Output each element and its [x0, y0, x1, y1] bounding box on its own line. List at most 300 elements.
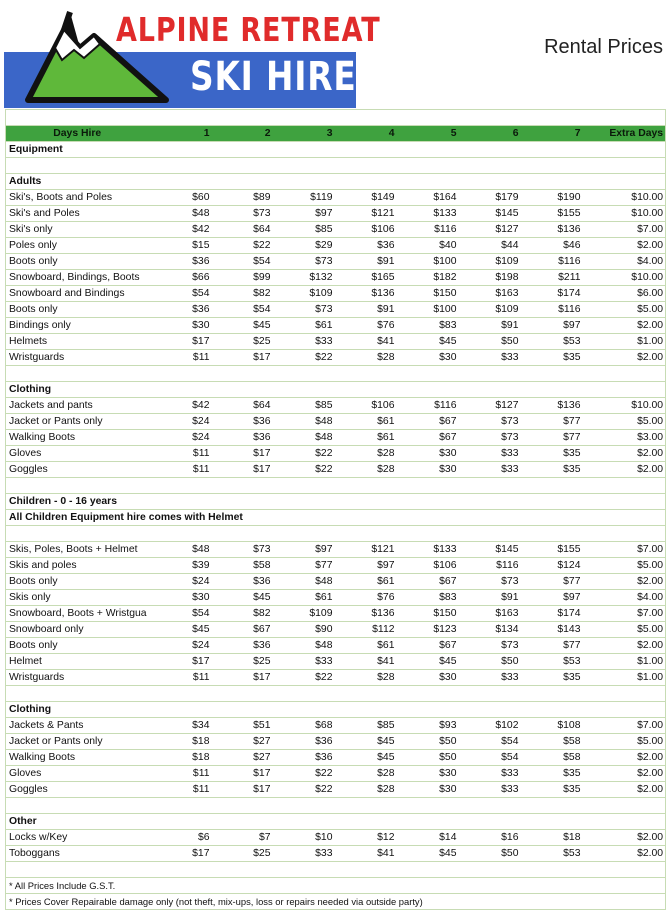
price-cell: $149 — [335, 190, 397, 206]
price-cell: $48 — [273, 414, 335, 430]
price-cell: $174 — [521, 606, 583, 622]
price-cell: $73 — [273, 254, 335, 270]
price-cell: $24 — [149, 574, 212, 590]
item-label: Goggles — [6, 462, 149, 478]
price-cell: $17 — [212, 782, 273, 798]
section-heading-row — [6, 174, 666, 190]
blank-row — [6, 686, 666, 702]
section-heading: Adults — [6, 174, 397, 190]
price-cell: $17 — [149, 654, 212, 670]
empty-cell — [521, 798, 583, 814]
empty-cell — [273, 478, 335, 494]
price-cell: $3.00 — [583, 430, 666, 446]
table-row — [6, 750, 666, 766]
table-row — [6, 830, 666, 846]
column-header: 7 — [521, 126, 583, 142]
price-cell: $77 — [521, 638, 583, 654]
blank-row — [6, 366, 666, 382]
empty-cell — [397, 510, 459, 526]
item-label: Snowboard only — [6, 622, 149, 638]
price-cell: $82 — [212, 606, 273, 622]
item-label: Gloves — [6, 446, 149, 462]
empty-cell — [459, 142, 521, 158]
price-cell: $73 — [212, 206, 273, 222]
empty-cell — [335, 478, 397, 494]
price-cell: $76 — [335, 318, 397, 334]
empty-cell — [397, 382, 459, 398]
empty-cell — [149, 366, 212, 382]
section-heading: Equipment — [6, 142, 397, 158]
table-row — [6, 766, 666, 782]
price-cell: $53 — [521, 846, 583, 862]
price-cell: $54 — [459, 750, 521, 766]
table-row — [6, 718, 666, 734]
price-cell: $18 — [521, 830, 583, 846]
empty-cell — [212, 686, 273, 702]
price-cell: $179 — [459, 190, 521, 206]
price-cell: $45 — [397, 846, 459, 862]
item-label: Goggles — [6, 782, 149, 798]
price-cell: $33 — [459, 350, 521, 366]
price-cell: $39 — [149, 558, 212, 574]
table-row — [6, 190, 666, 206]
price-cell: $41 — [335, 654, 397, 670]
footnote-row — [6, 894, 666, 910]
price-cell: $58 — [521, 734, 583, 750]
item-label: Boots only — [6, 638, 149, 654]
empty-cell — [397, 526, 459, 542]
price-cell: $73 — [459, 414, 521, 430]
section-heading-row — [6, 510, 666, 526]
blank-row — [6, 478, 666, 494]
empty-cell — [273, 686, 335, 702]
price-cell: $10.00 — [583, 206, 666, 222]
empty-cell — [149, 798, 212, 814]
price-cell: $89 — [212, 190, 273, 206]
empty-cell — [583, 478, 666, 494]
table-row — [6, 638, 666, 654]
price-cell: $1.00 — [583, 670, 666, 686]
empty-cell — [521, 382, 583, 398]
price-cell: $25 — [212, 846, 273, 862]
price-cell: $133 — [397, 542, 459, 558]
price-cell: $82 — [212, 286, 273, 302]
price-cell: $61 — [335, 414, 397, 430]
item-label: Boots only — [6, 254, 149, 270]
price-cell: $109 — [459, 254, 521, 270]
empty-cell — [459, 526, 521, 542]
price-cell: $90 — [273, 622, 335, 638]
price-cell: $17 — [212, 446, 273, 462]
price-cell: $198 — [459, 270, 521, 286]
price-cell: $53 — [521, 334, 583, 350]
price-cell: $17 — [212, 350, 273, 366]
price-cell: $4.00 — [583, 590, 666, 606]
table-row — [6, 238, 666, 254]
price-cell: $22 — [273, 350, 335, 366]
empty-cell — [521, 142, 583, 158]
empty-cell — [149, 526, 212, 542]
table-row — [6, 318, 666, 334]
empty-cell — [397, 862, 459, 878]
price-cell: $97 — [521, 590, 583, 606]
item-label: Boots only — [6, 574, 149, 590]
table-row — [6, 782, 666, 798]
price-cell: $136 — [521, 398, 583, 414]
price-cell: $36 — [212, 414, 273, 430]
price-cell: $29 — [273, 238, 335, 254]
price-cell: $143 — [521, 622, 583, 638]
price-cell: $18 — [149, 734, 212, 750]
price-cell: $127 — [459, 222, 521, 238]
item-label: Ski's and Poles — [6, 206, 149, 222]
empty-cell — [459, 510, 521, 526]
spacer-cell — [6, 110, 666, 126]
table-row — [6, 606, 666, 622]
empty-cell — [149, 862, 212, 878]
price-cell: $2.00 — [583, 766, 666, 782]
table-row — [6, 542, 666, 558]
price-cell: $46 — [521, 238, 583, 254]
price-cell: $33 — [459, 670, 521, 686]
section-heading: Other — [6, 814, 397, 830]
price-cell: $2.00 — [583, 350, 666, 366]
table-row — [6, 334, 666, 350]
price-cell: $28 — [335, 766, 397, 782]
price-cell: $30 — [397, 782, 459, 798]
price-cell: $116 — [397, 222, 459, 238]
price-cell: $35 — [521, 782, 583, 798]
empty-cell — [521, 174, 583, 190]
empty-cell — [335, 686, 397, 702]
price-cell: $136 — [335, 606, 397, 622]
item-label: Helmets — [6, 334, 149, 350]
price-cell: $54 — [459, 734, 521, 750]
item-label: Ski's only — [6, 222, 149, 238]
price-cell: $134 — [459, 622, 521, 638]
empty-cell — [149, 478, 212, 494]
price-cell: $45 — [397, 334, 459, 350]
table-row — [6, 558, 666, 574]
empty-cell — [6, 862, 149, 878]
empty-cell — [397, 814, 459, 830]
price-cell: $97 — [273, 206, 335, 222]
item-label: Ski's, Boots and Poles — [6, 190, 149, 206]
price-cell: $61 — [273, 318, 335, 334]
price-cell: $16 — [459, 830, 521, 846]
price-cell: $27 — [212, 734, 273, 750]
empty-cell — [459, 158, 521, 174]
empty-cell — [397, 686, 459, 702]
price-cell: $73 — [212, 542, 273, 558]
price-cell: $33 — [459, 782, 521, 798]
column-header: Days Hire — [6, 126, 149, 142]
price-cell: $150 — [397, 286, 459, 302]
price-cell: $25 — [212, 334, 273, 350]
empty-cell — [212, 526, 273, 542]
price-cell: $36 — [212, 638, 273, 654]
price-cell: $36 — [149, 254, 212, 270]
price-cell: $7.00 — [583, 222, 666, 238]
price-cell: $4.00 — [583, 254, 666, 270]
price-cell: $45 — [335, 734, 397, 750]
price-cell: $48 — [149, 206, 212, 222]
item-label: Jackets & Pants — [6, 718, 149, 734]
price-cell: $17 — [212, 670, 273, 686]
item-label: Walking Boots — [6, 430, 149, 446]
price-cell: $116 — [459, 558, 521, 574]
price-cell: $132 — [273, 270, 335, 286]
price-cell: $61 — [273, 590, 335, 606]
price-cell: $99 — [212, 270, 273, 286]
price-cell: $7.00 — [583, 718, 666, 734]
blank-row — [6, 862, 666, 878]
price-cell: $53 — [521, 654, 583, 670]
price-cell: $2.00 — [583, 846, 666, 862]
price-cell: $109 — [459, 302, 521, 318]
empty-cell — [459, 814, 521, 830]
empty-cell — [6, 158, 149, 174]
table-row — [6, 414, 666, 430]
price-cell: $35 — [521, 446, 583, 462]
empty-cell — [212, 798, 273, 814]
price-cell: $100 — [397, 254, 459, 270]
price-cell: $211 — [521, 270, 583, 286]
price-cell: $5.00 — [583, 414, 666, 430]
price-cell: $45 — [335, 750, 397, 766]
page-header — [0, 0, 671, 110]
section-heading-row — [6, 702, 666, 718]
section-heading: Children - 0 - 16 years — [6, 494, 397, 510]
table-row — [6, 270, 666, 286]
price-cell: $64 — [212, 398, 273, 414]
section-heading-row — [6, 382, 666, 398]
section-heading: Clothing — [6, 702, 397, 718]
price-cell: $102 — [459, 718, 521, 734]
price-cell: $28 — [335, 350, 397, 366]
price-cell: $6.00 — [583, 286, 666, 302]
price-cell: $85 — [273, 398, 335, 414]
section-heading-row — [6, 142, 666, 158]
price-cell: $10.00 — [583, 190, 666, 206]
empty-cell — [149, 158, 212, 174]
column-header: 1 — [149, 126, 212, 142]
empty-cell — [583, 686, 666, 702]
empty-cell — [397, 798, 459, 814]
price-cell: $73 — [459, 574, 521, 590]
table-row — [6, 734, 666, 750]
price-cell: $97 — [521, 318, 583, 334]
empty-cell — [6, 798, 149, 814]
price-cell: $106 — [397, 558, 459, 574]
empty-cell — [521, 702, 583, 718]
empty-cell — [583, 702, 666, 718]
item-label: Bindings only — [6, 318, 149, 334]
price-cell: $30 — [149, 590, 212, 606]
price-cell: $15 — [149, 238, 212, 254]
item-label: Skis, Poles, Boots + Helmet — [6, 542, 149, 558]
price-cell: $106 — [335, 398, 397, 414]
column-header: 6 — [459, 126, 521, 142]
price-cell: $33 — [459, 462, 521, 478]
empty-cell — [397, 494, 459, 510]
price-cell: $54 — [212, 302, 273, 318]
empty-cell — [149, 686, 212, 702]
price-cell: $11 — [149, 782, 212, 798]
empty-cell — [335, 526, 397, 542]
price-cell: $30 — [149, 318, 212, 334]
price-cell: $77 — [521, 430, 583, 446]
price-cell: $77 — [521, 414, 583, 430]
price-cell: $163 — [459, 606, 521, 622]
item-label: Toboggans — [6, 846, 149, 862]
price-table — [5, 109, 666, 910]
empty-cell — [521, 158, 583, 174]
empty-cell — [459, 366, 521, 382]
table-row — [6, 302, 666, 318]
price-cell: $109 — [273, 286, 335, 302]
section-heading: Clothing — [6, 382, 397, 398]
price-cell: $28 — [335, 782, 397, 798]
empty-cell — [521, 478, 583, 494]
price-cell: $48 — [149, 542, 212, 558]
empty-cell — [273, 526, 335, 542]
price-cell: $54 — [149, 286, 212, 302]
price-cell: $2.00 — [583, 318, 666, 334]
price-cell: $24 — [149, 430, 212, 446]
price-cell: $67 — [212, 622, 273, 638]
item-label: Snowboard, Bindings, Boots — [6, 270, 149, 286]
column-header: 2 — [212, 126, 273, 142]
price-cell: $85 — [273, 222, 335, 238]
blank-row — [6, 798, 666, 814]
price-cell: $30 — [397, 446, 459, 462]
section-heading-row — [6, 814, 666, 830]
price-cell: $155 — [521, 206, 583, 222]
empty-cell — [273, 158, 335, 174]
empty-cell — [459, 174, 521, 190]
empty-cell — [212, 366, 273, 382]
price-cell: $22 — [212, 238, 273, 254]
price-cell: $50 — [397, 750, 459, 766]
item-label: Walking Boots — [6, 750, 149, 766]
price-cell: $28 — [335, 446, 397, 462]
empty-cell — [335, 158, 397, 174]
price-cell: $190 — [521, 190, 583, 206]
logo-subtitle: SKI HIRE — [190, 54, 357, 100]
empty-cell — [459, 798, 521, 814]
price-cell: $133 — [397, 206, 459, 222]
price-cell: $6 — [149, 830, 212, 846]
price-cell: $106 — [335, 222, 397, 238]
column-header: 5 — [397, 126, 459, 142]
price-cell: $35 — [521, 766, 583, 782]
price-cell: $7.00 — [583, 606, 666, 622]
price-cell: $34 — [149, 718, 212, 734]
price-cell: $17 — [149, 846, 212, 862]
price-cell: $136 — [521, 222, 583, 238]
empty-cell — [459, 478, 521, 494]
footnote: * All Prices Include G.S.T. — [6, 878, 666, 894]
footnote-row — [6, 878, 666, 894]
price-cell: $22 — [273, 782, 335, 798]
empty-cell — [459, 702, 521, 718]
price-cell: $10 — [273, 830, 335, 846]
price-cell: $5.00 — [583, 734, 666, 750]
price-cell: $73 — [459, 638, 521, 654]
price-cell: $97 — [335, 558, 397, 574]
price-cell: $91 — [459, 318, 521, 334]
price-cell: $58 — [212, 558, 273, 574]
price-cell: $2.00 — [583, 446, 666, 462]
table-row — [6, 622, 666, 638]
item-label: Jackets and pants — [6, 398, 149, 414]
price-cell: $60 — [149, 190, 212, 206]
section-heading-row — [6, 494, 666, 510]
table-row — [6, 462, 666, 478]
empty-cell — [273, 798, 335, 814]
price-cell: $48 — [273, 638, 335, 654]
price-cell: $2.00 — [583, 238, 666, 254]
price-cell: $22 — [273, 446, 335, 462]
price-cell: $11 — [149, 350, 212, 366]
price-cell: $61 — [335, 430, 397, 446]
price-cell: $22 — [273, 670, 335, 686]
price-cell: $50 — [459, 334, 521, 350]
empty-cell — [212, 478, 273, 494]
empty-cell — [521, 686, 583, 702]
empty-cell — [6, 478, 149, 494]
price-cell: $83 — [397, 318, 459, 334]
price-cell: $28 — [335, 462, 397, 478]
price-cell: $11 — [149, 446, 212, 462]
price-cell: $33 — [459, 766, 521, 782]
empty-cell — [521, 494, 583, 510]
empty-cell — [583, 142, 666, 158]
price-cell: $5.00 — [583, 622, 666, 638]
price-cell: $33 — [459, 446, 521, 462]
table-row — [6, 254, 666, 270]
price-cell: $67 — [397, 638, 459, 654]
empty-cell — [397, 702, 459, 718]
price-cell: $45 — [149, 622, 212, 638]
empty-cell — [397, 174, 459, 190]
price-cell: $85 — [335, 718, 397, 734]
price-cell: $27 — [212, 750, 273, 766]
price-cell: $42 — [149, 222, 212, 238]
table-spacer-row — [6, 110, 666, 126]
price-cell: $35 — [521, 462, 583, 478]
item-label: Boots only — [6, 302, 149, 318]
price-cell: $136 — [335, 286, 397, 302]
item-label: Jacket or Pants only — [6, 734, 149, 750]
blank-row — [6, 158, 666, 174]
price-cell: $7.00 — [583, 542, 666, 558]
price-cell: $36 — [212, 574, 273, 590]
price-cell: $112 — [335, 622, 397, 638]
price-cell: $145 — [459, 542, 521, 558]
column-header: 4 — [335, 126, 397, 142]
price-cell: $50 — [459, 654, 521, 670]
price-cell: $1.00 — [583, 334, 666, 350]
price-cell: $30 — [397, 766, 459, 782]
price-cell: $18 — [149, 750, 212, 766]
price-cell: $127 — [459, 398, 521, 414]
table-row — [6, 446, 666, 462]
price-cell: $66 — [149, 270, 212, 286]
price-cell: $35 — [521, 670, 583, 686]
price-cell: $163 — [459, 286, 521, 302]
